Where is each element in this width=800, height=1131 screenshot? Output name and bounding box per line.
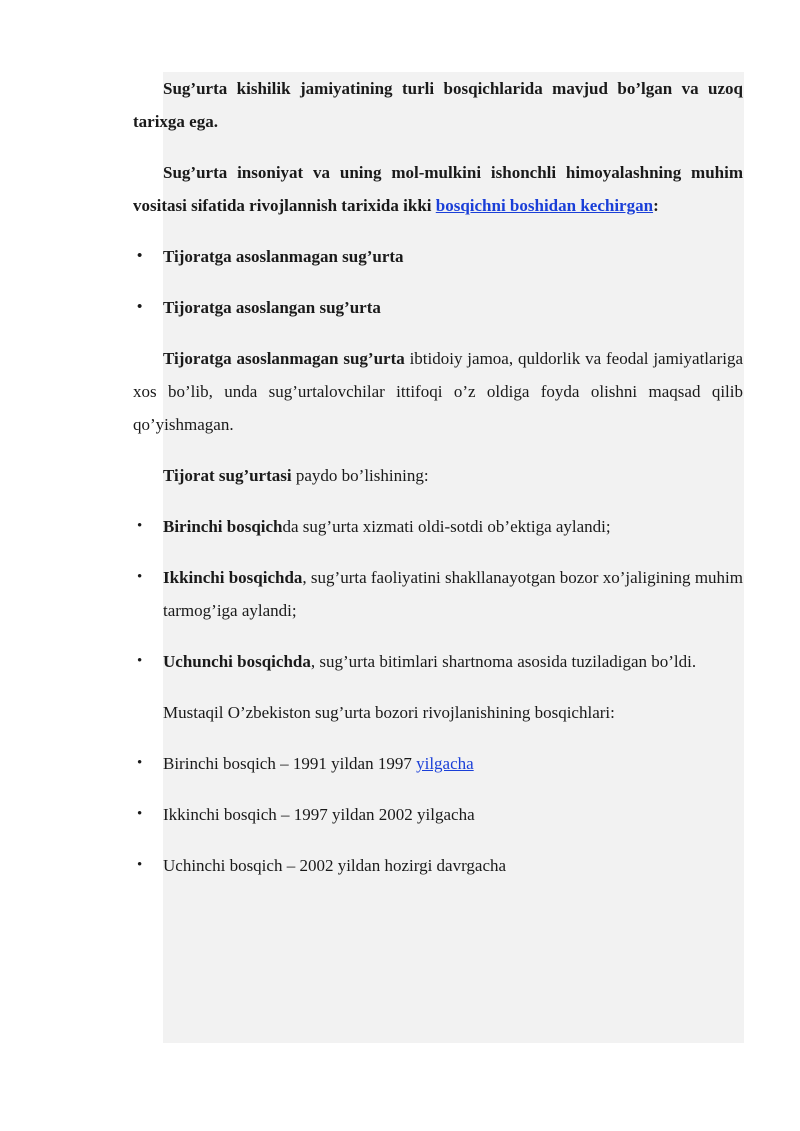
- intro-paragraph: [133, 72, 743, 138]
- stages-colon: :: [653, 196, 659, 215]
- list-item: [133, 240, 743, 273]
- commercial-text: paydo bo’lishining:: [291, 466, 429, 485]
- list-item: [133, 510, 743, 543]
- non-commercial-text: ibtidoiy jamoa, quldorlik va feodal jamiyatlariga xos bo’lib, unda sug’urtalovchilar ittifoqi o’z oldiga foyda olishni maqsad qilib qo’yishmagan.: [133, 349, 743, 434]
- non-commercial-term: Tijoratga asoslanmagan sug’urta: [163, 349, 405, 368]
- non-commercial-paragraph: [133, 342, 743, 441]
- list-item-label: Tijoratga asoslanmagan sug’urta: [163, 247, 404, 266]
- bullet-icon: •: [137, 755, 143, 771]
- document-body: [133, 72, 743, 900]
- uzbekistan-paragraph: [133, 696, 743, 729]
- commercial-paragraph: [133, 459, 743, 492]
- list-item: [133, 645, 743, 678]
- uzbekistan-text: Mustaqil O’zbekiston sug’urta bozori rivojlanishining bosqichlari:: [163, 703, 615, 722]
- stages-paragraph: [133, 156, 743, 222]
- stage-text: Uchinchi bosqich – 2002 yildan hozirgi davrgacha: [163, 856, 507, 875]
- stage-types-list: [133, 240, 743, 324]
- list-item-label: Tijoratga asoslangan sug’urta: [163, 298, 381, 317]
- stage-link[interactable]: yilgacha: [416, 754, 474, 773]
- list-item: [133, 747, 743, 780]
- stage-text: , sug’urta bitimlari shartnoma asosida tuziladigan bo’ldi.: [310, 652, 697, 671]
- list-item: [133, 291, 743, 324]
- bullet-icon: •: [137, 299, 143, 315]
- stage-term: Birinchi bosqich: [163, 517, 283, 536]
- stages-text: Sug’urta insoniyat va uning mol-mulkini ishonchli himoyalashning muhim vositasi sifatida rivojlannish tarixida ikki: [133, 163, 743, 215]
- stages-link[interactable]: bosqichni boshidan kechirgan: [435, 196, 654, 215]
- stage-text: Birinchi bosqich – 1991 yildan 1997: [163, 754, 417, 773]
- bullet-icon: •: [137, 518, 143, 534]
- commercial-term: Tijorat sug’urtasi: [163, 466, 292, 485]
- stage-text: Ikkinchi bosqich – 1997 yildan 2002 yilgacha: [163, 805, 475, 824]
- bullet-icon: •: [137, 569, 143, 585]
- list-item: [133, 561, 743, 627]
- intro-text: Sug’urta kishilik jamiyatining turli bosqichlarida mavjud bo’lgan va uzoq tarixga ega.: [133, 79, 743, 131]
- bullet-icon: •: [137, 806, 143, 822]
- list-item: [133, 849, 743, 882]
- commercial-stages-list: [133, 510, 743, 678]
- list-item: [133, 798, 743, 831]
- bullet-icon: •: [137, 857, 143, 873]
- stage-text: da sug’urta xizmati oldi-sotdi ob’ektiga aylandi;: [282, 517, 611, 536]
- stage-text: , sug’urta faoliyatini shakllanayotgan bozor xo’jaligining muhim tarmog’iga aylandi;: [163, 568, 743, 620]
- bullet-icon: •: [137, 653, 143, 669]
- stage-term: Uchunchi bosqichda: [163, 652, 311, 671]
- stage-term: Ikkinchi bosqichda: [163, 568, 303, 587]
- bullet-icon: •: [137, 248, 143, 264]
- uzbekistan-stages-list: [133, 747, 743, 882]
